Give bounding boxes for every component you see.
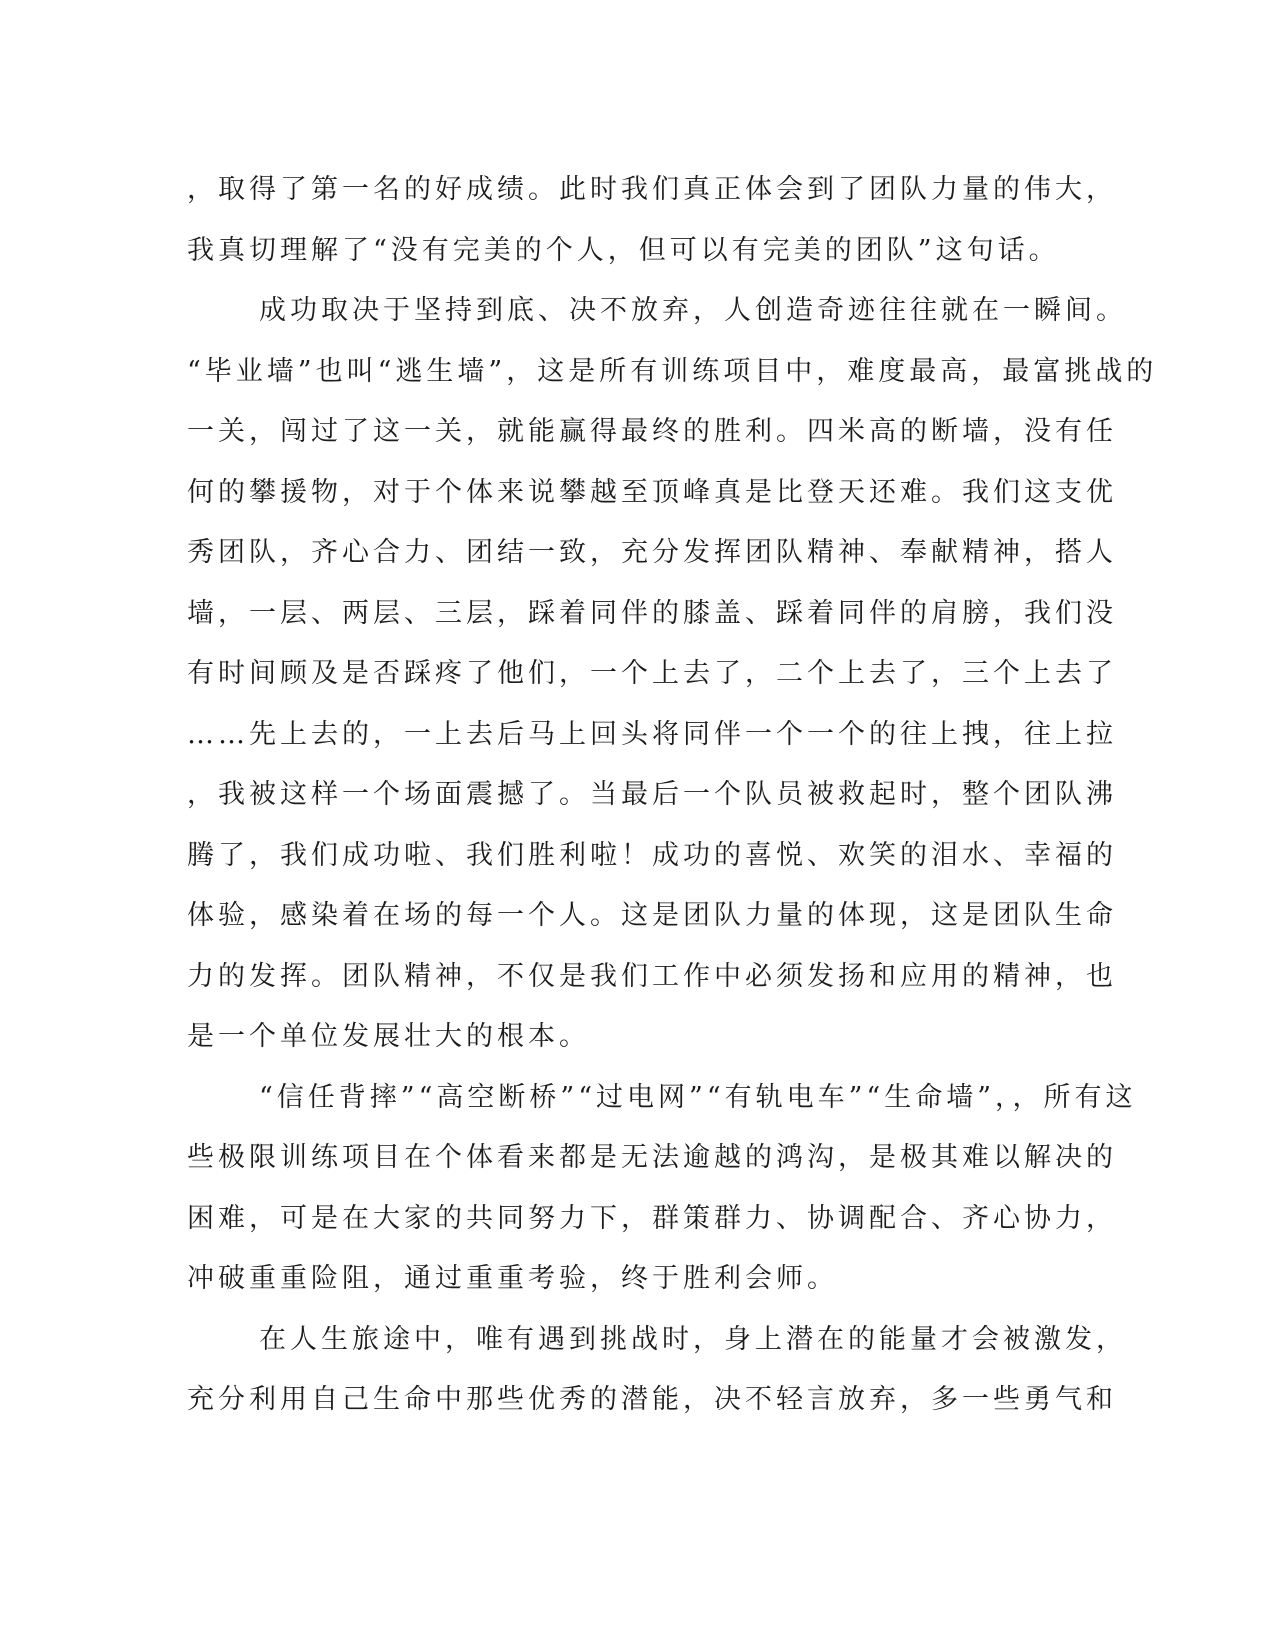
text-line: 秀团队，齐心合力、团结一致，充分发挥团队精神、奉献精神，搭人 [187,537,1117,568]
text-line: ……先上去的，一上去后马上回头将同伴一个一个的往上拽，往上拉 [187,718,1117,750]
text-line: “毕业墙”也叫“逃生墙”，这是所有训练项目中，难度最高，最富挑战的 [187,355,1158,387]
text-line: 我真切理解了“没有完美的个人，但可以有完美的团队”这句话。 [187,234,1060,266]
paragraph-start-line: 成功取决于坚持到底、决不放弃，人创造奇迹往往就在一瞬间。 [259,295,1127,326]
paragraph-start-line: 在人生旅途中，唯有遇到挑战时，身上潜在的能量才会被激发， [259,1323,1127,1355]
text-line: 是一个单位发展壮大的根本。 [187,1021,590,1052]
text-line: ，取得了第一名的好成绩。此时我们真正体会到了团队力量的伟大， [187,174,1117,205]
text-line: 体验，感染着在场的每一个人。这是团队力量的体现，这是团队生命 [187,900,1117,931]
text-line: 墙，一层、两层、三层，踩着同伴的膝盖、踩着同伴的肩膀，我们没 [187,597,1117,629]
text-line: ，我被这样一个场面震撼了。当最后一个队员被救起时，整个团队沸 [187,779,1117,810]
text-line: 腾了，我们成功啦、我们胜利啦！成功的喜悦、欢笑的泪水、幸福的 [187,839,1117,871]
paragraph-start-line: “信任背摔”“高空断桥”“过电网”“有轨电车”“生命墙”，，所有这 [259,1081,1137,1113]
text-line: 充分利用自己生命中那些优秀的潜能，决不轻言放弃，多一些勇气和 [187,1384,1117,1415]
text-line: 冲破重重险阻，通过重重考验，终于胜利会师。 [187,1263,838,1294]
text-line: 一关，闯过了这一关，就能赢得最终的胜利。四米高的断墙，没有任 [187,416,1117,447]
text-line: 有时间顾及是否踩疼了他们，一个上去了，二个上去了，三个上去了 [187,658,1117,689]
text-line: 何的攀援物，对于个体来说攀越至顶峰真是比登天还难。我们这支优 [187,476,1117,508]
text-line: 困难，可是在大家的共同努力下，群策群力、协调配合、齐心协力， [187,1202,1117,1234]
text-line: 些极限训练项目在个体看来都是无法逾越的鸿沟，是极其难以解决的 [187,1142,1117,1173]
body-text [187,160,1158,1431]
text-line: 力的发挥。团队精神，不仅是我们工作中必须发扬和应用的精神，也 [187,960,1117,992]
